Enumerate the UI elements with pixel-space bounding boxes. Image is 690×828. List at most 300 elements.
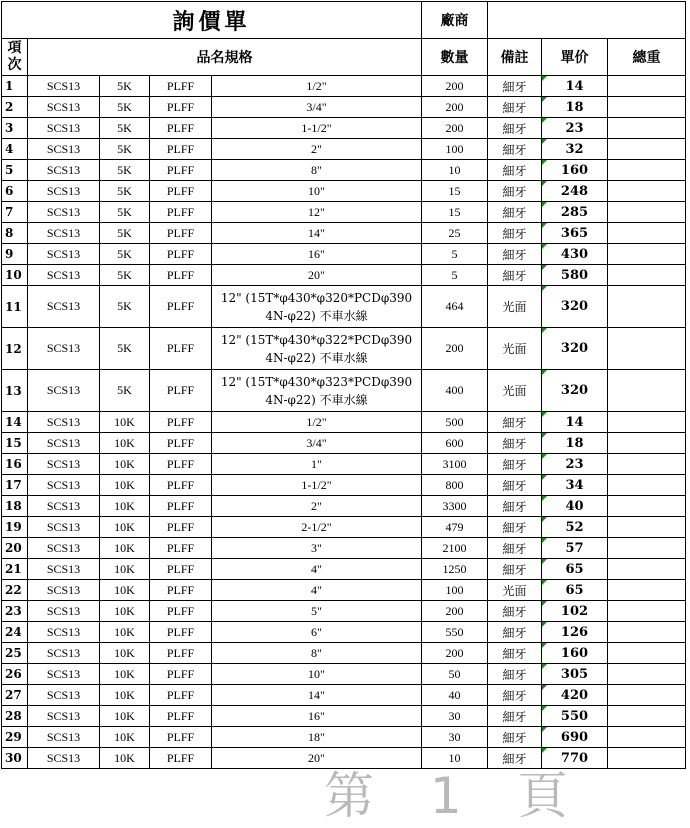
material-cell: SCS13 (28, 496, 100, 517)
row-number: 7 (2, 202, 28, 223)
row-number: 23 (2, 601, 28, 622)
qty-cell: 100 (422, 139, 488, 160)
note-cell: 細牙 (488, 97, 542, 118)
pressure-cell: 5K (100, 244, 150, 265)
total-cell[interactable] (608, 748, 686, 769)
table-row (2, 601, 686, 622)
type-cell: PLFF (150, 685, 212, 706)
quote-sheet (1, 1, 686, 769)
material-cell: SCS13 (28, 286, 100, 328)
price-cell: 365 (542, 223, 608, 244)
size-cell: 2" (212, 139, 422, 160)
note-cell: 細牙 (488, 454, 542, 475)
size-cell: 1" (212, 454, 422, 475)
table-row (2, 706, 686, 727)
qty-cell: 30 (422, 727, 488, 748)
row-number: 9 (2, 244, 28, 265)
pressure-cell: 10K (100, 433, 150, 454)
material-cell: SCS13 (28, 118, 100, 139)
table-row (2, 727, 686, 748)
table-row (2, 580, 686, 601)
total-cell[interactable] (608, 727, 686, 748)
row-number: 10 (2, 265, 28, 286)
vendor-label: 廠商 (422, 2, 488, 39)
price-cell: 580 (542, 265, 608, 286)
table-row (2, 643, 686, 664)
size-cell: 4" (212, 580, 422, 601)
pressure-cell: 10K (100, 496, 150, 517)
table-row (2, 370, 686, 412)
table-row (2, 412, 686, 433)
qty-cell: 25 (422, 223, 488, 244)
pressure-cell: 10K (100, 538, 150, 559)
material-cell: SCS13 (28, 559, 100, 580)
price-cell: 430 (542, 244, 608, 265)
note-cell: 細牙 (488, 706, 542, 727)
type-cell: PLFF (150, 328, 212, 370)
note-cell: 細牙 (488, 202, 542, 223)
pressure-cell: 5K (100, 265, 150, 286)
price-cell: 160 (542, 160, 608, 181)
price-cell: 126 (542, 622, 608, 643)
row-number: 5 (2, 160, 28, 181)
material-cell: SCS13 (28, 433, 100, 454)
row-number: 6 (2, 181, 28, 202)
pressure-cell: 10K (100, 706, 150, 727)
size-cell: 18" (212, 727, 422, 748)
price-cell: 248 (542, 181, 608, 202)
price-cell: 52 (542, 517, 608, 538)
note-cell: 細牙 (488, 559, 542, 580)
size-cell: 12" (15T*φ430*φ322*PCDφ390 4N-φ22) 不車水線 (212, 328, 422, 370)
qty-cell: 15 (422, 181, 488, 202)
table-row (2, 76, 686, 97)
total-cell[interactable] (608, 643, 686, 664)
size-cell: 6" (212, 622, 422, 643)
row-number: 13 (2, 370, 28, 412)
table-row (2, 622, 686, 643)
row-number: 2 (2, 97, 28, 118)
total-cell[interactable] (608, 223, 686, 244)
total-cell[interactable] (608, 664, 686, 685)
type-cell: PLFF (150, 601, 212, 622)
type-cell: PLFF (150, 538, 212, 559)
size-cell: 3/4" (212, 433, 422, 454)
price-cell: 14 (542, 76, 608, 97)
pressure-cell: 10K (100, 475, 150, 496)
type-cell: PLFF (150, 580, 212, 601)
row-number: 4 (2, 139, 28, 160)
table-row (2, 496, 686, 517)
type-cell: PLFF (150, 643, 212, 664)
material-cell: SCS13 (28, 706, 100, 727)
note-cell: 細牙 (488, 139, 542, 160)
table-row (2, 748, 686, 769)
total-cell[interactable] (608, 370, 686, 412)
table-row (2, 139, 686, 160)
price-cell: 305 (542, 664, 608, 685)
table-row (2, 202, 686, 223)
vendor-value-cell[interactable] (488, 2, 686, 39)
row-number: 20 (2, 538, 28, 559)
pressure-cell: 10K (100, 664, 150, 685)
size-cell: 16" (212, 244, 422, 265)
material-cell: SCS13 (28, 601, 100, 622)
row-number: 14 (2, 412, 28, 433)
type-cell: PLFF (150, 370, 212, 412)
total-cell[interactable] (608, 622, 686, 643)
type-cell: PLFF (150, 265, 212, 286)
type-cell: PLFF (150, 76, 212, 97)
total-cell[interactable] (608, 685, 686, 706)
total-cell[interactable] (608, 76, 686, 97)
note-cell: 細牙 (488, 538, 542, 559)
table-row (2, 433, 686, 454)
material-cell: SCS13 (28, 97, 100, 118)
total-cell[interactable] (608, 559, 686, 580)
note-cell: 細牙 (488, 76, 542, 97)
price-cell: 320 (542, 370, 608, 412)
material-cell: SCS13 (28, 727, 100, 748)
pressure-cell: 5K (100, 286, 150, 328)
qty-cell: 200 (422, 643, 488, 664)
row-number: 17 (2, 475, 28, 496)
note-cell: 細牙 (488, 496, 542, 517)
total-cell[interactable] (608, 118, 686, 139)
material-cell: SCS13 (28, 517, 100, 538)
row-number: 24 (2, 622, 28, 643)
pressure-cell: 10K (100, 517, 150, 538)
type-cell: PLFF (150, 223, 212, 244)
row-number: 29 (2, 727, 28, 748)
type-cell: PLFF (150, 517, 212, 538)
note-cell: 細牙 (488, 727, 542, 748)
col-item-header: 項次 (2, 39, 28, 76)
pressure-cell: 10K (100, 412, 150, 433)
price-cell: 65 (542, 559, 608, 580)
price-cell: 420 (542, 685, 608, 706)
size-cell: 10" (212, 181, 422, 202)
note-cell: 細牙 (488, 685, 542, 706)
table-row (2, 475, 686, 496)
note-cell: 細牙 (488, 475, 542, 496)
table-row (2, 454, 686, 475)
size-cell: 1/2" (212, 76, 422, 97)
pressure-cell: 10K (100, 685, 150, 706)
note-cell: 細牙 (488, 244, 542, 265)
total-cell[interactable] (608, 454, 686, 475)
note-cell: 細牙 (488, 433, 542, 454)
pressure-cell: 10K (100, 727, 150, 748)
qty-cell: 5 (422, 265, 488, 286)
pressure-cell: 10K (100, 643, 150, 664)
qty-cell: 200 (422, 328, 488, 370)
type-cell: PLFF (150, 412, 212, 433)
size-cell: 14" (212, 685, 422, 706)
pressure-cell: 5K (100, 202, 150, 223)
note-cell: 細牙 (488, 622, 542, 643)
table-row (2, 685, 686, 706)
col-qty-header: 數量 (422, 39, 488, 76)
pressure-cell: 5K (100, 118, 150, 139)
size-cell: 4" (212, 559, 422, 580)
material-cell: SCS13 (28, 181, 100, 202)
pressure-cell: 10K (100, 622, 150, 643)
pressure-cell: 5K (100, 370, 150, 412)
price-cell: 285 (542, 202, 608, 223)
type-cell: PLFF (150, 97, 212, 118)
qty-cell: 1250 (422, 559, 488, 580)
table-row (2, 517, 686, 538)
qty-cell: 30 (422, 706, 488, 727)
price-cell: 40 (542, 496, 608, 517)
size-cell: 12" (15T*φ430*φ323*PCDφ390 4N-φ22) 不車水線 (212, 370, 422, 412)
qty-cell: 550 (422, 622, 488, 643)
qty-cell: 3100 (422, 454, 488, 475)
size-cell: 3" (212, 538, 422, 559)
material-cell: SCS13 (28, 139, 100, 160)
row-number: 28 (2, 706, 28, 727)
price-cell: 160 (542, 643, 608, 664)
qty-cell: 400 (422, 370, 488, 412)
qty-cell: 5 (422, 244, 488, 265)
type-cell: PLFF (150, 160, 212, 181)
material-cell: SCS13 (28, 748, 100, 769)
price-cell: 65 (542, 580, 608, 601)
total-cell[interactable] (608, 496, 686, 517)
pressure-cell: 5K (100, 139, 150, 160)
col-spec-header: 品名規格 (28, 39, 422, 76)
qty-cell: 200 (422, 97, 488, 118)
table-row (2, 559, 686, 580)
price-cell: 320 (542, 286, 608, 328)
page-watermark: 第 1 頁 (324, 767, 588, 825)
table-row (2, 181, 686, 202)
table-row (2, 664, 686, 685)
price-cell: 320 (542, 328, 608, 370)
price-cell: 32 (542, 139, 608, 160)
row-number: 15 (2, 433, 28, 454)
row-number: 3 (2, 118, 28, 139)
price-cell: 550 (542, 706, 608, 727)
material-cell: SCS13 (28, 265, 100, 286)
note-cell: 光面 (488, 286, 542, 328)
total-cell[interactable] (608, 286, 686, 328)
note-cell: 細牙 (488, 748, 542, 769)
type-cell: PLFF (150, 748, 212, 769)
material-cell: SCS13 (28, 412, 100, 433)
price-cell: 23 (542, 454, 608, 475)
row-number: 18 (2, 496, 28, 517)
note-cell: 細牙 (488, 160, 542, 181)
type-cell: PLFF (150, 664, 212, 685)
total-cell[interactable] (608, 580, 686, 601)
qty-cell: 40 (422, 685, 488, 706)
price-cell: 34 (542, 475, 608, 496)
material-cell: SCS13 (28, 685, 100, 706)
qty-cell: 500 (422, 412, 488, 433)
pressure-cell: 10K (100, 601, 150, 622)
note-cell: 光面 (488, 370, 542, 412)
qty-cell: 479 (422, 517, 488, 538)
row-number: 12 (2, 328, 28, 370)
type-cell: PLFF (150, 433, 212, 454)
total-cell[interactable] (608, 538, 686, 559)
size-cell: 20" (212, 265, 422, 286)
price-cell: 18 (542, 97, 608, 118)
material-cell: SCS13 (28, 475, 100, 496)
pressure-cell: 5K (100, 223, 150, 244)
type-cell: PLFF (150, 475, 212, 496)
qty-cell: 200 (422, 76, 488, 97)
size-cell: 1/2" (212, 412, 422, 433)
total-cell[interactable] (608, 328, 686, 370)
size-cell: 10" (212, 664, 422, 685)
note-cell: 細牙 (488, 223, 542, 244)
size-cell: 8" (212, 160, 422, 181)
note-cell: 細牙 (488, 265, 542, 286)
qty-cell: 50 (422, 664, 488, 685)
note-cell: 細牙 (488, 118, 542, 139)
size-cell: 20" (212, 748, 422, 769)
price-cell: 23 (542, 118, 608, 139)
price-cell: 57 (542, 538, 608, 559)
qty-cell: 2100 (422, 538, 488, 559)
sheet-title: 詢價單 (2, 2, 422, 39)
note-cell: 細牙 (488, 517, 542, 538)
type-cell: PLFF (150, 181, 212, 202)
row-number: 25 (2, 643, 28, 664)
total-cell[interactable] (608, 517, 686, 538)
type-cell: PLFF (150, 139, 212, 160)
qty-cell: 10 (422, 160, 488, 181)
material-cell: SCS13 (28, 244, 100, 265)
size-cell: 12" (15T*φ430*φ320*PCDφ390 4N-φ22) 不車水線 (212, 286, 422, 328)
qty-cell: 464 (422, 286, 488, 328)
type-cell: PLFF (150, 118, 212, 139)
note-cell: 細牙 (488, 601, 542, 622)
qty-cell: 200 (422, 601, 488, 622)
note-cell: 細牙 (488, 643, 542, 664)
type-cell: PLFF (150, 202, 212, 223)
row-number: 19 (2, 517, 28, 538)
material-cell: SCS13 (28, 580, 100, 601)
material-cell: SCS13 (28, 643, 100, 664)
price-cell: 690 (542, 727, 608, 748)
qty-cell: 10 (422, 748, 488, 769)
type-cell: PLFF (150, 286, 212, 328)
table-row (2, 118, 686, 139)
total-cell[interactable] (608, 181, 686, 202)
total-cell[interactable] (608, 412, 686, 433)
total-cell[interactable] (608, 97, 686, 118)
col-price-header: 單价 (542, 39, 608, 76)
material-cell: SCS13 (28, 328, 100, 370)
row-number: 21 (2, 559, 28, 580)
price-cell: 14 (542, 412, 608, 433)
row-number: 1 (2, 76, 28, 97)
table-row (2, 223, 686, 244)
size-cell: 16" (212, 706, 422, 727)
type-cell: PLFF (150, 706, 212, 727)
row-number: 26 (2, 664, 28, 685)
type-cell: PLFF (150, 454, 212, 475)
pressure-cell: 10K (100, 559, 150, 580)
qty-cell: 600 (422, 433, 488, 454)
size-cell: 8" (212, 643, 422, 664)
table-row (2, 244, 686, 265)
price-cell: 18 (542, 433, 608, 454)
row-number: 22 (2, 580, 28, 601)
qty-cell: 100 (422, 580, 488, 601)
total-cell[interactable] (608, 433, 686, 454)
total-cell[interactable] (608, 202, 686, 223)
table-row (2, 538, 686, 559)
total-cell[interactable] (608, 601, 686, 622)
type-cell: PLFF (150, 622, 212, 643)
pressure-cell: 5K (100, 328, 150, 370)
total-cell[interactable] (608, 139, 686, 160)
type-cell: PLFF (150, 244, 212, 265)
material-cell: SCS13 (28, 370, 100, 412)
material-cell: SCS13 (28, 622, 100, 643)
material-cell: SCS13 (28, 202, 100, 223)
pressure-cell: 10K (100, 748, 150, 769)
row-number: 30 (2, 748, 28, 769)
qty-cell: 200 (422, 118, 488, 139)
material-cell: SCS13 (28, 160, 100, 181)
table-row (2, 328, 686, 370)
size-cell: 2" (212, 496, 422, 517)
note-cell: 光面 (488, 328, 542, 370)
total-cell[interactable] (608, 475, 686, 496)
row-number: 8 (2, 223, 28, 244)
table-row (2, 97, 686, 118)
type-cell: PLFF (150, 727, 212, 748)
size-cell: 1-1/2" (212, 118, 422, 139)
type-cell: PLFF (150, 496, 212, 517)
table-row (2, 286, 686, 328)
row-number: 16 (2, 454, 28, 475)
size-cell: 12" (212, 202, 422, 223)
total-cell[interactable] (608, 265, 686, 286)
pressure-cell: 10K (100, 580, 150, 601)
qty-cell: 800 (422, 475, 488, 496)
pressure-cell: 5K (100, 76, 150, 97)
material-cell: SCS13 (28, 538, 100, 559)
size-cell: 3/4" (212, 97, 422, 118)
col-total-header: 總重 (608, 39, 686, 76)
item-rows (2, 76, 686, 769)
total-cell[interactable] (608, 160, 686, 181)
size-cell: 5" (212, 601, 422, 622)
type-cell: PLFF (150, 559, 212, 580)
pressure-cell: 10K (100, 454, 150, 475)
pressure-cell: 5K (100, 181, 150, 202)
note-cell: 細牙 (488, 181, 542, 202)
total-cell[interactable] (608, 244, 686, 265)
table-row (2, 265, 686, 286)
note-cell: 細牙 (488, 664, 542, 685)
price-cell: 770 (542, 748, 608, 769)
material-cell: SCS13 (28, 223, 100, 244)
pressure-cell: 5K (100, 97, 150, 118)
material-cell: SCS13 (28, 454, 100, 475)
row-number: 27 (2, 685, 28, 706)
size-cell: 14" (212, 223, 422, 244)
total-cell[interactable] (608, 706, 686, 727)
note-cell: 光面 (488, 580, 542, 601)
